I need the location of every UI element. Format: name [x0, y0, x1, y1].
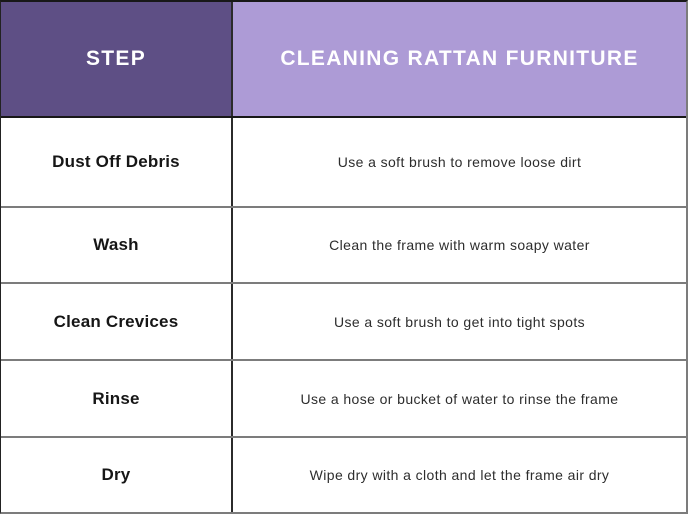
step-name: Wash [93, 235, 139, 254]
step-name: Dry [101, 465, 131, 484]
table-header-row [1, 2, 686, 118]
step-description: Use a soft brush to get into tight spots [333, 313, 586, 330]
step-description: Use a hose or bucket of water to rinse the frame [300, 390, 619, 407]
step-cell [1, 361, 233, 436]
table-row [1, 438, 686, 512]
table-row [1, 361, 686, 438]
step-cell [1, 438, 233, 512]
description-cell [233, 284, 686, 359]
step-description: Clean the frame with warm soapy water [329, 237, 590, 253]
step-description: Use a soft brush to remove loose dirt [337, 154, 582, 170]
step-name: Dust Off Debris [52, 152, 180, 171]
header-title-cell [233, 2, 686, 116]
description-cell [233, 208, 686, 282]
header-step-label: STEP [85, 47, 147, 70]
step-description: Wipe dry with a cloth and let the frame air dry [309, 467, 610, 483]
step-name: Rinse [92, 388, 140, 408]
header-step-cell [1, 2, 233, 116]
description-cell [233, 361, 686, 436]
description-cell [233, 438, 686, 512]
table-row [1, 284, 686, 361]
page-title: CLEANING RATTAN FURNITURE [280, 47, 639, 70]
step-name: Clean Crevices [53, 311, 179, 331]
table-row [1, 208, 686, 284]
step-cell [1, 208, 233, 282]
table-row [1, 118, 686, 208]
step-cell [1, 118, 233, 206]
description-cell [233, 118, 686, 206]
step-cell [1, 284, 233, 359]
